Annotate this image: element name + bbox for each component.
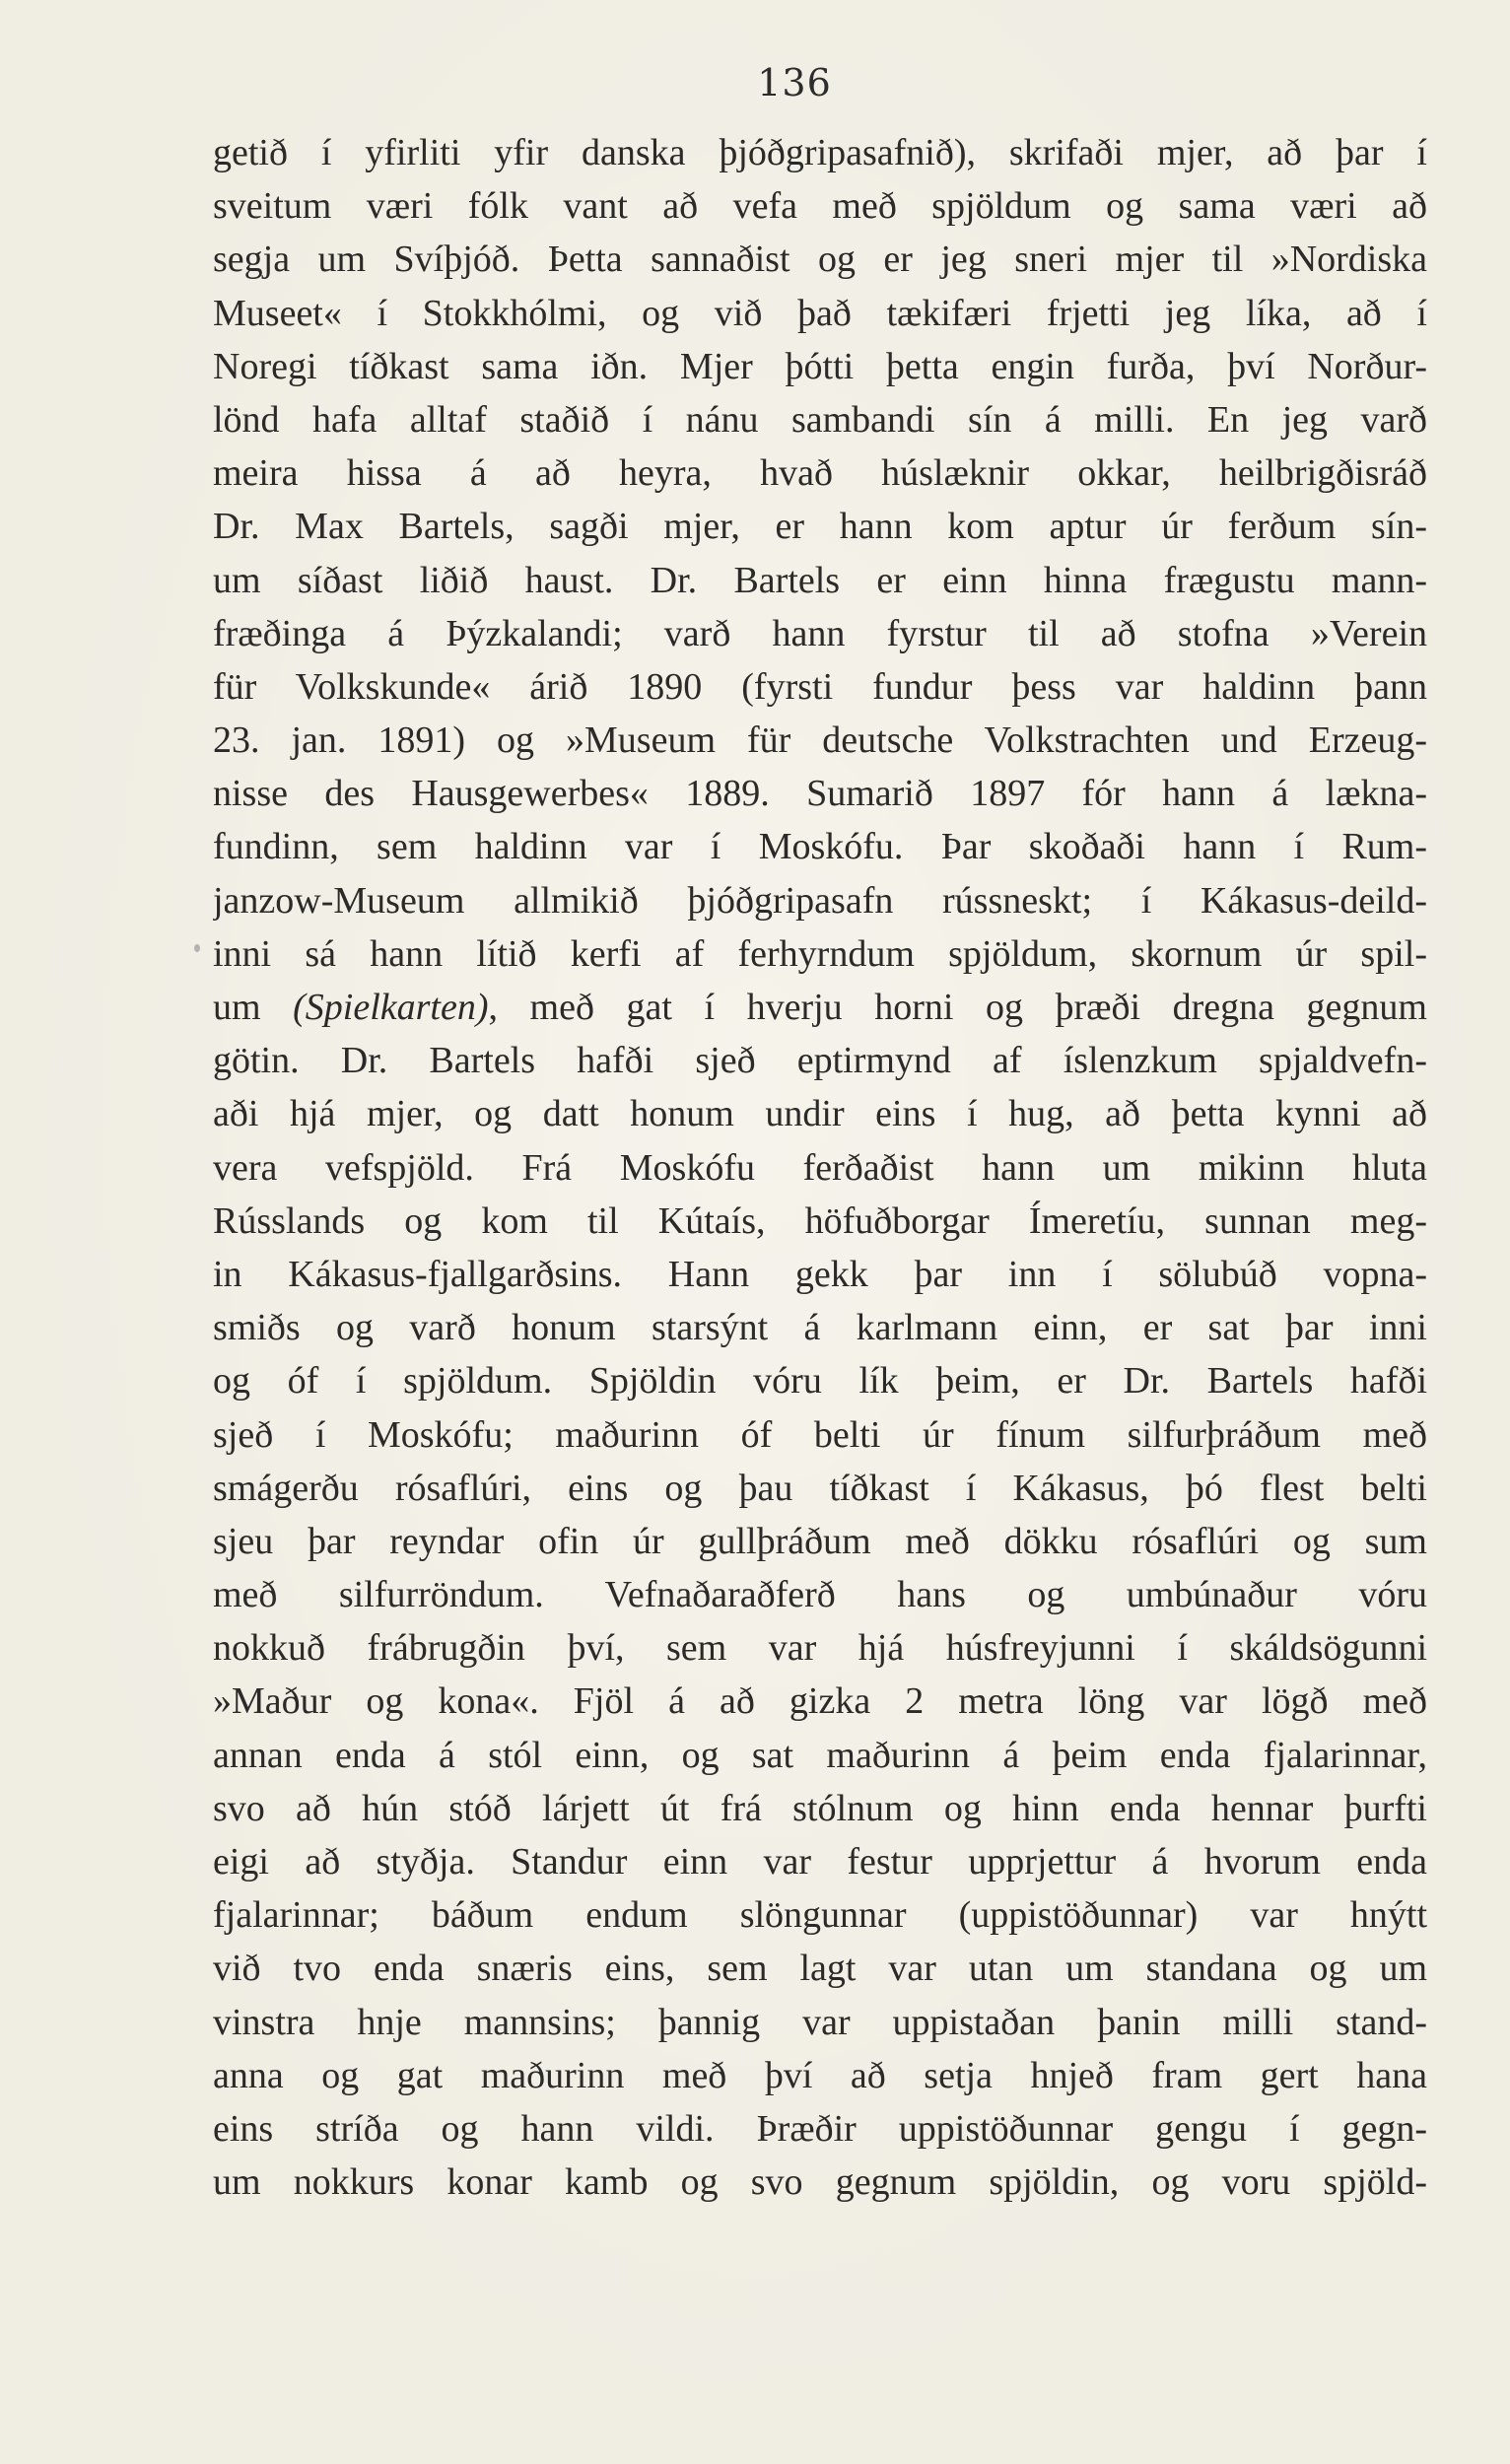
text-line: aði hjá mjer, og datt honum undir eins í hug, að þetta kynni að <box>213 1093 1427 1135</box>
text-line: sjeu þar reyndar ofin úr gullþráðum með dökku rósaflúri og sum <box>213 1520 1427 1562</box>
text-line: janzow-Museum allmikið þjóðgripasafn rússneskt; í Kákasus-deild- <box>213 879 1427 922</box>
text-line: meira hissa á að heyra, hvað húslæknir okkar, heilbrigðisráð <box>213 452 1427 495</box>
text-line: getið í yfirliti yfir danska þjóðgripasafnið), skrifaði mjer, að þar í <box>213 132 1427 173</box>
text-line: annan enda á stól einn, og sat maðurinn á þeim enda fjalarinnar, <box>213 1734 1427 1776</box>
text-line: eigi að styðja. Standur einn var festur upprjettur á hvorum enda <box>213 1841 1427 1882</box>
text-line: og óf í spjöldum. Spjöldin vóru lík þeim, er Dr. Bartels hafði <box>213 1360 1427 1403</box>
text-line: »Maður og kona«. Fjöl á að gizka 2 metra löng var lögð með <box>213 1680 1427 1723</box>
text-line: segja um Svíþjóð. Þetta sannaðist og er jeg sneri mjer til »Nordiska <box>213 239 1427 281</box>
text-line: für Volkskunde« árið 1890 (fyrsti fundur þess var haldinn þann <box>213 665 1427 708</box>
text-line: fjalarinnar; báðum endum slöngunnar (uppistöðunnar) var hnýtt <box>213 1894 1427 1937</box>
text-line: vinstra hnje mannsins; þannig var uppistaðan þanin milli stand- <box>213 2001 1427 2043</box>
text-line: sveitum væri fólk vant að vefa með spjöldum og sama væri að <box>213 185 1427 228</box>
text-line: 23. jan. 1891) og »Museum für deutsche Volkstrachten und Erzeug- <box>213 719 1427 762</box>
text-line: um síðast liðið haust. Dr. Bartels er einn hinna frægustu mann- <box>213 559 1427 601</box>
text-line: sjeð í Moskófu; maðurinn óf belti úr fínum silfurþráðum með <box>213 1413 1427 1456</box>
text-line: Rússlands og kom til Kútaís, höfuðborgar Ímeretíu, sunnan meg- <box>213 1199 1427 1242</box>
page-number: 136 <box>757 61 832 104</box>
text-line: Museet« í Stokkhólmi, og við það tækifæri frjetti jeg líka, að í <box>213 292 1427 334</box>
text-line: með silfurröndum. Vefnaðaraðferð hans og umbúnaður vóru <box>213 1574 1427 1616</box>
text-line: Dr. Max Bartels, sagði mjer, er hann kom aptur úr ferðum sín- <box>213 506 1427 548</box>
text-line: við tvo enda snæris eins, sem lagt var utan um standana og um <box>213 1948 1427 1990</box>
text-line: svo að hún stóð lárjett út frá stólnum og hinn enda hennar þurfti <box>213 1787 1427 1829</box>
text-line: in Kákasus-fjallgarðsins. Hann gekk þar inn í sölubúð vopna- <box>213 1253 1427 1295</box>
text-line: anna og gat maðurinn með því að setja hnjeð fram gert hana <box>213 2054 1427 2096</box>
text-line: fundinn, sem haldinn var í Moskófu. Þar skoðaði hann í Rum- <box>213 826 1427 868</box>
text-line: um (Spielkarten), með gat í hverju horni og þræði dregna gegnum <box>213 987 1427 1028</box>
text-line: um nokkurs konar kamb og svo gegnum spjöldin, og voru spjöld- <box>213 2161 1427 2204</box>
text-line: nisse des Hausgewerbes« 1889. Sumarið 1897 fór hann á lækna- <box>213 773 1427 815</box>
text-line: fræðinga á Þýzkalandi; varð hann fyrstur til að stofna »Verein <box>213 612 1427 654</box>
text-line: vera vefspjöld. Frá Moskófu ferðaðist hann um mikinn hluta <box>213 1146 1427 1189</box>
paper-speck <box>194 944 200 952</box>
text-line: smágerðu rósaflúri, eins og þau tíðkast í Kákasus, þó flest belti <box>213 1467 1427 1509</box>
text-line: inni sá hann lítið kerfi af ferhyrndum spjöldum, skornum úr spil- <box>213 932 1427 975</box>
text-line: götin. Dr. Bartels hafði sjeð eptirmynd af íslenzkum spjaldvefn- <box>213 1040 1427 1082</box>
text-line: nokkuð frábrugðin því, sem var hjá húsfreyjunni í skáldsögunni <box>213 1627 1427 1670</box>
text-line: Noregi tíðkast sama iðn. Mjer þótti þetta engin furða, því Norður- <box>213 345 1427 387</box>
body-text <box>213 126 1427 2209</box>
text-line: eins stríða og hann vildi. Þræðir uppistöðunnar gengu í gegn- <box>213 2107 1427 2150</box>
text-line: smiðs og varð honum starsýnt á karlmann einn, er sat þar inni <box>213 1307 1427 1349</box>
text-line: lönd hafa alltaf staðið í nánu sambandi sín á milli. En jeg varð <box>213 398 1427 441</box>
